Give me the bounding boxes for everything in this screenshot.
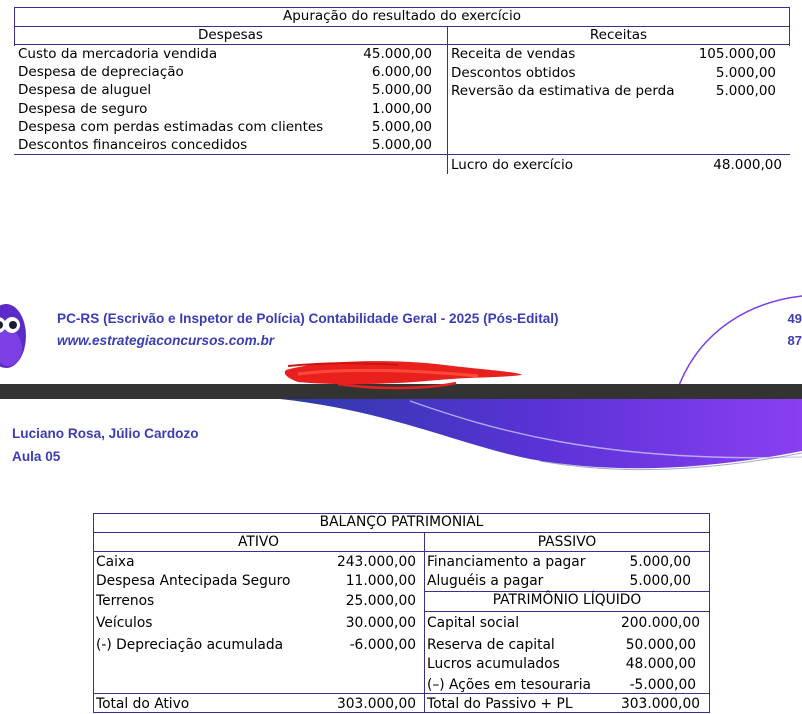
bp-center-divider	[424, 532, 425, 713]
pl-value: 200.000,00	[621, 615, 700, 631]
dre-center-divider	[447, 26, 448, 174]
ativo-label: Caixa	[96, 554, 135, 570]
lesson-label: Aula 05	[12, 449, 61, 464]
bp-ativo-header: ATIVO	[238, 534, 279, 550]
ativo-value: 30.000,00	[345, 615, 416, 631]
despesa-label: Despesa de aluguel	[18, 82, 152, 98]
passivo-label: Financiamento a pagar	[427, 554, 586, 570]
pl-value: 50.000,00	[625, 637, 696, 653]
dre-receitas-rule	[447, 154, 790, 155]
ativo-label: Terrenos	[96, 593, 155, 609]
receita-value: 5.000,00	[715, 65, 776, 81]
pl-value: -5.000,00	[629, 677, 696, 693]
ativo-value: 243.000,00	[337, 554, 416, 570]
ativo-label: (-) Depreciação acumulada	[96, 637, 284, 653]
despesa-label: Despesa de seguro	[18, 101, 148, 117]
owl-mascot-icon	[0, 296, 28, 372]
despesa-value: 5.000,00	[371, 137, 432, 153]
bp-pl-header: PATRIMÔNIO LÍQUIDO	[492, 592, 642, 608]
page-number-bottom: 87	[787, 333, 802, 348]
dre-receitas-header: Receitas	[589, 27, 648, 43]
bp-title: BALANÇO PATRIMONIAL	[319, 514, 484, 530]
page-number-top: 49	[787, 311, 802, 326]
ativo-label: Veículos	[96, 615, 153, 631]
despesa-value: 5.000,00	[371, 119, 432, 135]
total-passivo-label: Total do Passivo + PL	[427, 696, 573, 712]
lucro-value: 48.000,00	[713, 157, 782, 173]
bp-passivo-header: PASSIVO	[537, 534, 597, 550]
ativo-label: Despesa Antecipada Seguro	[96, 573, 291, 589]
course-title: PC-RS (Escrivão e Inspetor de Polícia) Contabilidade Geral - 2025 (Pós-Edital)	[57, 311, 559, 326]
receita-label: Receita de vendas	[451, 46, 576, 62]
purple-wave-decoration	[280, 399, 802, 474]
receita-label: Reversão da estimativa de perda	[451, 83, 675, 99]
despesa-label: Despesa de depreciação	[18, 64, 184, 80]
lucro-label: Lucro do exercício	[451, 157, 573, 173]
website-link[interactable]: www.estrategiaconcursos.com.br	[57, 333, 275, 348]
receita-value: 5.000,00	[715, 83, 776, 99]
pl-label: Capital social	[427, 615, 520, 631]
pl-label: Reserva de capital	[427, 637, 555, 653]
dre-title: Apuração do resultado do exercício	[282, 8, 522, 24]
despesa-value: 1.000,00	[371, 101, 432, 117]
receita-label: Descontos obtidos	[451, 65, 576, 81]
despesa-value: 45.000,00	[363, 46, 432, 62]
ativo-value: 11.000,00	[345, 573, 416, 589]
bp-header-rule	[93, 551, 710, 552]
authors: Luciano Rosa, Júlio Cardozo	[12, 426, 199, 441]
passivo-value: 5.000,00	[629, 554, 691, 570]
redaction-scribble	[278, 356, 528, 396]
total-passivo-value: 303.000,00	[621, 696, 700, 712]
receita-value: 105.000,00	[698, 46, 776, 62]
decorative-curve	[660, 290, 802, 390]
dre-despesas-bottom	[14, 154, 447, 155]
dre-despesas-header: Despesas	[198, 27, 263, 43]
total-ativo-value: 303.000,00	[337, 696, 416, 712]
pl-value: 48.000,00	[625, 656, 696, 672]
despesa-label: Despesa com perdas estimadas com clientes	[18, 119, 324, 135]
passivo-value: 5.000,00	[629, 573, 691, 589]
pl-label: (–) Ações em tesouraria	[427, 677, 592, 693]
total-ativo-label: Total do Ativo	[96, 696, 190, 712]
ativo-value: 25.000,00	[345, 593, 416, 609]
despesa-label: Custo da mercadoria vendida	[18, 46, 218, 62]
despesa-value: 5.000,00	[371, 82, 432, 98]
bp-pl-rule	[424, 611, 710, 612]
pl-label: Lucros acumulados	[427, 656, 560, 672]
passivo-label: Aluguéis a pagar	[427, 573, 544, 589]
ativo-value: -6.000,00	[349, 637, 416, 653]
despesa-value: 6.000,00	[371, 64, 432, 80]
despesa-label: Descontos financeiros concedidos	[18, 137, 248, 153]
